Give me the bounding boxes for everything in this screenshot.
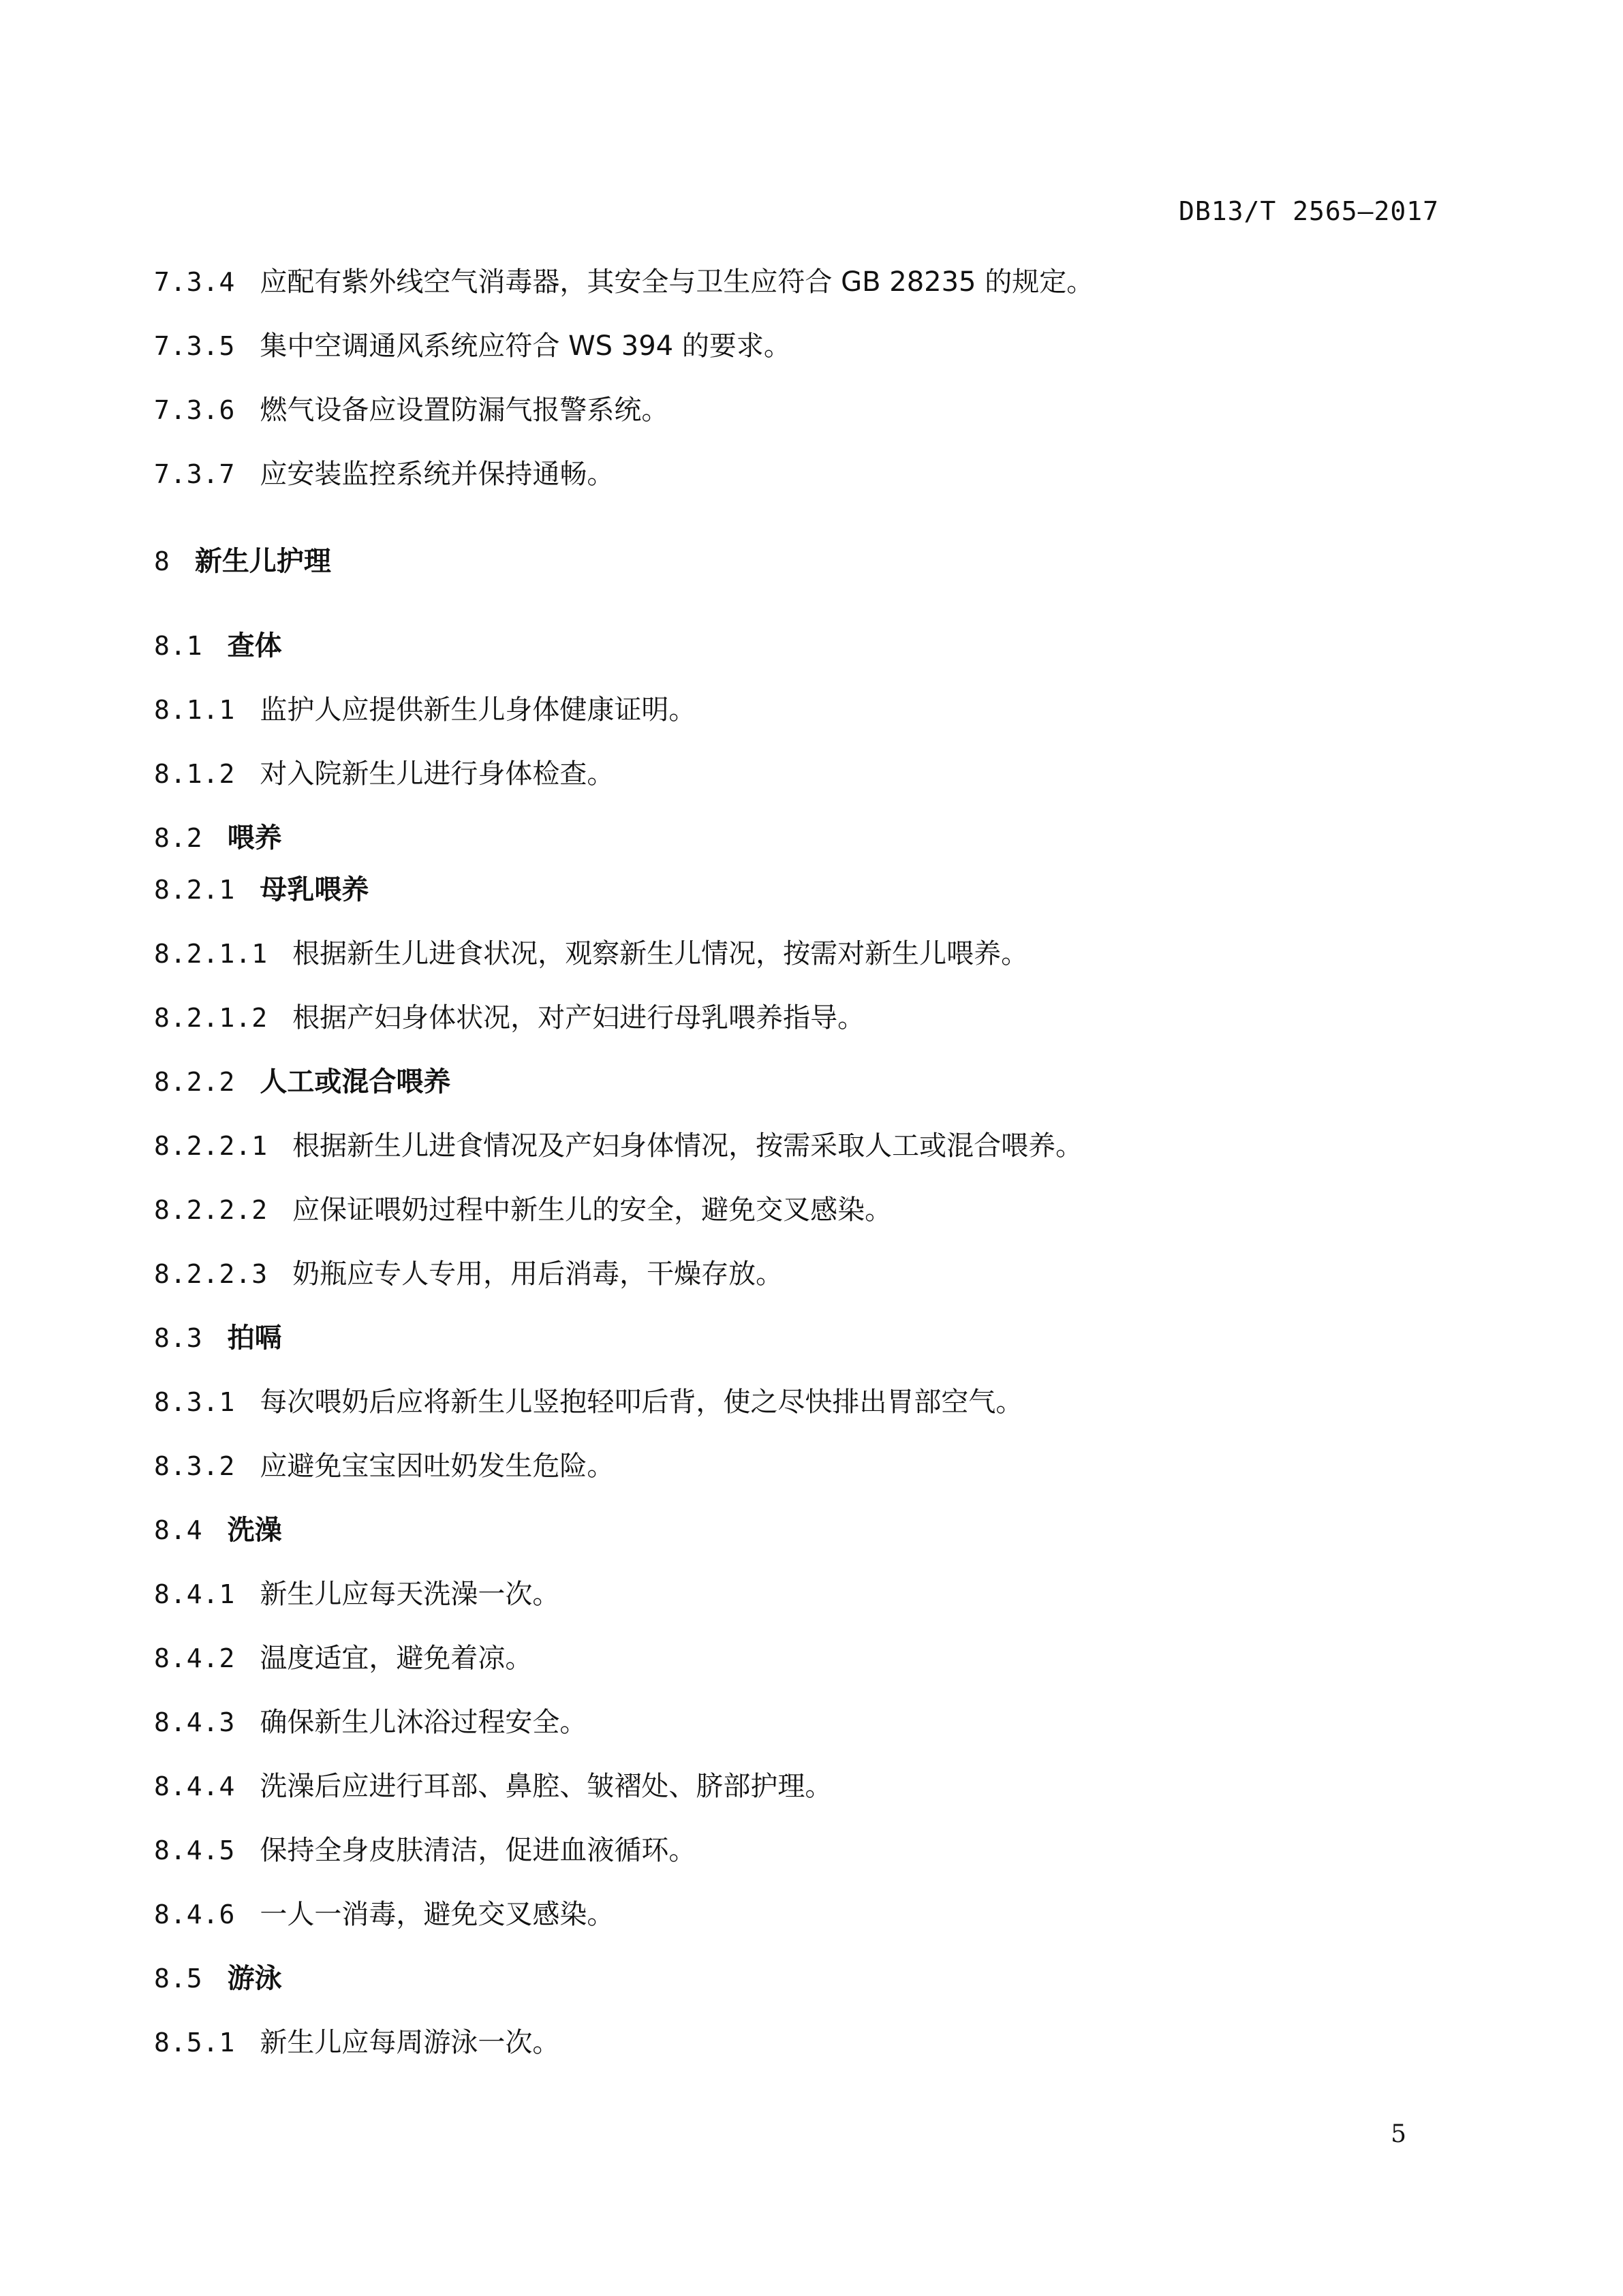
- clause-number: 8.1.1: [154, 695, 236, 725]
- clause-number: 8.3.1: [154, 1387, 236, 1417]
- section-number: 8.5: [154, 1964, 203, 1994]
- clause-text: 监护人应提供新生儿身体健康证明。: [260, 694, 696, 726]
- clause-8-4-2: [154, 1642, 532, 1675]
- clause-8-3-1: [154, 1386, 1023, 1418]
- section-number: 8.4: [154, 1515, 203, 1545]
- section-title: 洗澡: [227, 1515, 282, 1546]
- section-title: 新生儿护理: [194, 546, 331, 577]
- clause-number: 8.4.5: [154, 1835, 236, 1865]
- section-8-2-2-heading: [154, 1066, 450, 1098]
- section-title: 游泳: [227, 1963, 282, 1994]
- clause-number: 8.2.1.2: [154, 1003, 268, 1033]
- clause-number: 7.3.6: [154, 395, 236, 425]
- section-8-1-heading: [154, 630, 282, 662]
- clause-text: 洗澡后应进行耳部、鼻腔、皱褶处、脐部护理。: [260, 1771, 833, 1802]
- clause-text: 奶瓶应专人专用，用后消毒，干燥存放。: [292, 1258, 784, 1290]
- clause-text: 应保证喂奶过程中新生儿的安全，避免交叉感染。: [292, 1194, 893, 1226]
- clause-8-2-1-1: [154, 937, 1028, 970]
- section-title: 查体: [227, 630, 282, 662]
- clause-8-3-2: [154, 1450, 614, 1483]
- clause-8-2-1-2: [154, 1002, 865, 1034]
- clause-text: 保持全身皮肤清洁，促进血液循环。: [260, 1835, 696, 1866]
- clause-text: 应安装监控系统并保持通畅。: [260, 459, 615, 490]
- clause-number: 7.3.4: [154, 267, 236, 297]
- clause-text: 温度适宜，避免着凉。: [260, 1643, 533, 1674]
- clause-text: 燃气设备应设置防漏气报警系统。: [260, 394, 669, 426]
- clause-text: 新生儿应每周游泳一次。: [260, 2027, 560, 2058]
- clause-number: 8.4.3: [154, 1707, 236, 1737]
- clause-text: 根据新生儿进食状况，观察新生儿情况，按需对新生儿喂养。: [292, 938, 1029, 969]
- clause-number: 8.3.2: [154, 1451, 236, 1481]
- clause-8-4-3: [154, 1706, 587, 1739]
- clause-text: 对入院新生儿进行身体检查。: [260, 758, 615, 790]
- clause-text: 应避免宝宝因吐奶发生危险。: [260, 1450, 615, 1482]
- clause-text: 一人一消毒，避免交叉感染。: [260, 1899, 615, 1930]
- section-8-4-heading: [154, 1514, 282, 1547]
- section-number: 8.2: [154, 823, 203, 853]
- clause-8-4-4: [154, 1770, 832, 1803]
- section-title: 喂养: [227, 822, 282, 854]
- section-title: 人工或混合喂养: [260, 1066, 451, 1098]
- section-number: 8.1: [154, 631, 203, 661]
- clause-number: 8.4.2: [154, 1643, 236, 1673]
- document-id-header: DB13/T 2565—2017: [1178, 196, 1439, 226]
- clause-text: 根据新生儿进食情况及产妇身体情况，按需采取人工或混合喂养。: [292, 1130, 1083, 1162]
- clause-number: 8.4.6: [154, 1899, 236, 1929]
- section-title: 母乳喂养: [260, 874, 369, 905]
- clause-number: 7.3.5: [154, 331, 236, 361]
- clause-8-2-2-2: [154, 1194, 892, 1226]
- clause-number: 8.2.2.1: [154, 1131, 268, 1161]
- clause-text: 应配有紫外线空气消毒器，其安全与卫生应符合 GB 28235 的规定。: [260, 266, 1094, 298]
- section-title: 拍嗝: [227, 1322, 282, 1354]
- clause-number: 8.2.1.1: [154, 939, 268, 969]
- clause-text: 新生儿应每天洗澡一次。: [260, 1579, 560, 1610]
- page-number: 5: [1391, 2120, 1406, 2148]
- clause-8-2-2-1: [154, 1130, 1083, 1162]
- section-8-3-heading: [154, 1322, 282, 1354]
- clause-8-2-2-3: [154, 1258, 783, 1290]
- section-8-2-heading: [154, 822, 282, 854]
- clause-8-1-2: [154, 758, 614, 790]
- clause-8-4-6: [154, 1898, 614, 1931]
- section-8-5-heading: [154, 1962, 282, 1995]
- clause-8-1-1: [154, 694, 696, 726]
- section-number: 8.2.2: [154, 1067, 236, 1097]
- clause-text: 每次喂奶后应将新生儿竖抱轻叩后背，使之尽快排出胃部空气。: [260, 1386, 1023, 1418]
- clause-number: 8.2.2.2: [154, 1195, 268, 1225]
- clause-8-4-1: [154, 1578, 559, 1611]
- clause-7-3-5: [154, 330, 791, 362]
- clause-number: 8.1.2: [154, 759, 236, 789]
- clause-number: 8.4.4: [154, 1771, 236, 1801]
- clause-7-3-7: [154, 458, 614, 491]
- clause-number: 7.3.7: [154, 459, 236, 489]
- clause-number: 8.4.1: [154, 1579, 236, 1609]
- clause-text: 根据产妇身体状况，对产妇进行母乳喂养指导。: [292, 1002, 865, 1034]
- clause-number: 8.5.1: [154, 2028, 236, 2058]
- section-number: 8.2.1: [154, 875, 236, 905]
- clause-text: 集中空调通风系统应符合 WS 394 的要求。: [260, 330, 791, 362]
- clause-text: 确保新生儿沐浴过程安全。: [260, 1707, 587, 1738]
- clause-8-5-1: [154, 2026, 559, 2059]
- section-number: 8.3: [154, 1323, 203, 1353]
- clause-8-4-5: [154, 1834, 696, 1867]
- clause-7-3-4: [154, 266, 1094, 298]
- section-number: 8: [154, 546, 170, 576]
- clause-number: 8.2.2.3: [154, 1259, 268, 1289]
- section-8-2-1-heading: [154, 873, 369, 906]
- clause-7-3-6: [154, 394, 668, 426]
- section-8-heading: [154, 545, 331, 578]
